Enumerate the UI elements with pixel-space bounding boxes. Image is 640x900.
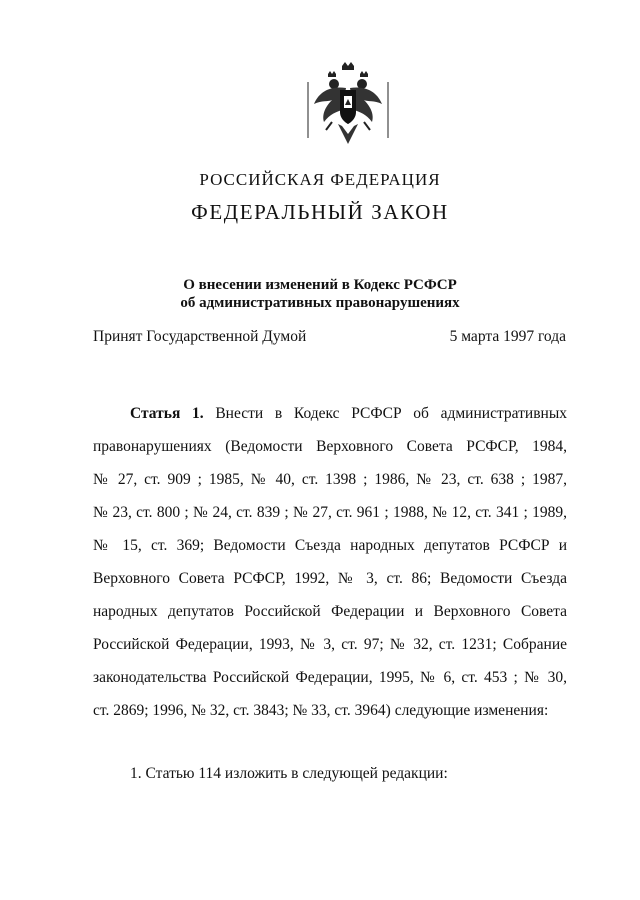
law-title-line-2: об административных правонарушениях bbox=[180, 295, 460, 311]
article-1-line-4: № 23, ст. 800 ; № 24, ст. 839 ; № 27, ст. 961 ; 1988, № 12, ст. 341 ; 1989, bbox=[93, 504, 567, 521]
law-title bbox=[0, 276, 640, 312]
adoption-date: 5 марта 1997 года bbox=[449, 328, 566, 345]
article-1-line-5: № 15, ст. 369; Ведомости Съезда народных депутатов РСФСР и bbox=[93, 537, 567, 554]
article-1-line-8: Российской Федерации, 1993, № 3, ст. 97; № 32, ст. 1231; Собрание bbox=[93, 636, 567, 653]
article-1-line-2: правонарушениях (Ведомости Верховного Совета РСФСР, 1984, bbox=[93, 438, 567, 455]
country-name: РОССИЙСКАЯ ФЕДЕРАЦИЯ bbox=[199, 170, 441, 189]
article-1-label: Статья 1. bbox=[130, 405, 204, 422]
coat-of-arms-emblem bbox=[302, 60, 394, 152]
article-1-line-7: народных депутатов Российской Федерации и Верховного Совета bbox=[93, 603, 567, 620]
article-1 bbox=[93, 397, 567, 727]
adopted-by: Принят Государственной Думой bbox=[93, 328, 307, 345]
article-1-line-10: ст. 2869; 1996, № 32, ст. 3843; № 33, ст. 3964) следующие изменения: bbox=[93, 702, 549, 719]
article-1-line-3: № 27, ст. 909 ; 1985, № 40, ст. 1398 ; 1986, № 23, ст. 638 ; 1987, bbox=[93, 471, 567, 488]
article-1-line-9: законодательства Российской Федерации, 1995, № 6, ст. 453 ; № 30, bbox=[93, 669, 567, 686]
item-1: 1. Статью 114 изложить в следующей редакции: bbox=[130, 765, 448, 782]
document-type: ФЕДЕРАЛЬНЫЙ ЗАКОН bbox=[191, 200, 449, 224]
article-1-line-1-text: Внести в Кодекс РСФСР об административных bbox=[203, 405, 567, 422]
article-1-line-1 bbox=[93, 397, 567, 430]
law-title-line-1: О внесении изменений в Кодекс РСФСР bbox=[183, 277, 457, 293]
article-1-line-6: Верховного Совета РСФСР, 1992, № 3, ст. 86; Ведомости Съезда bbox=[93, 570, 567, 587]
